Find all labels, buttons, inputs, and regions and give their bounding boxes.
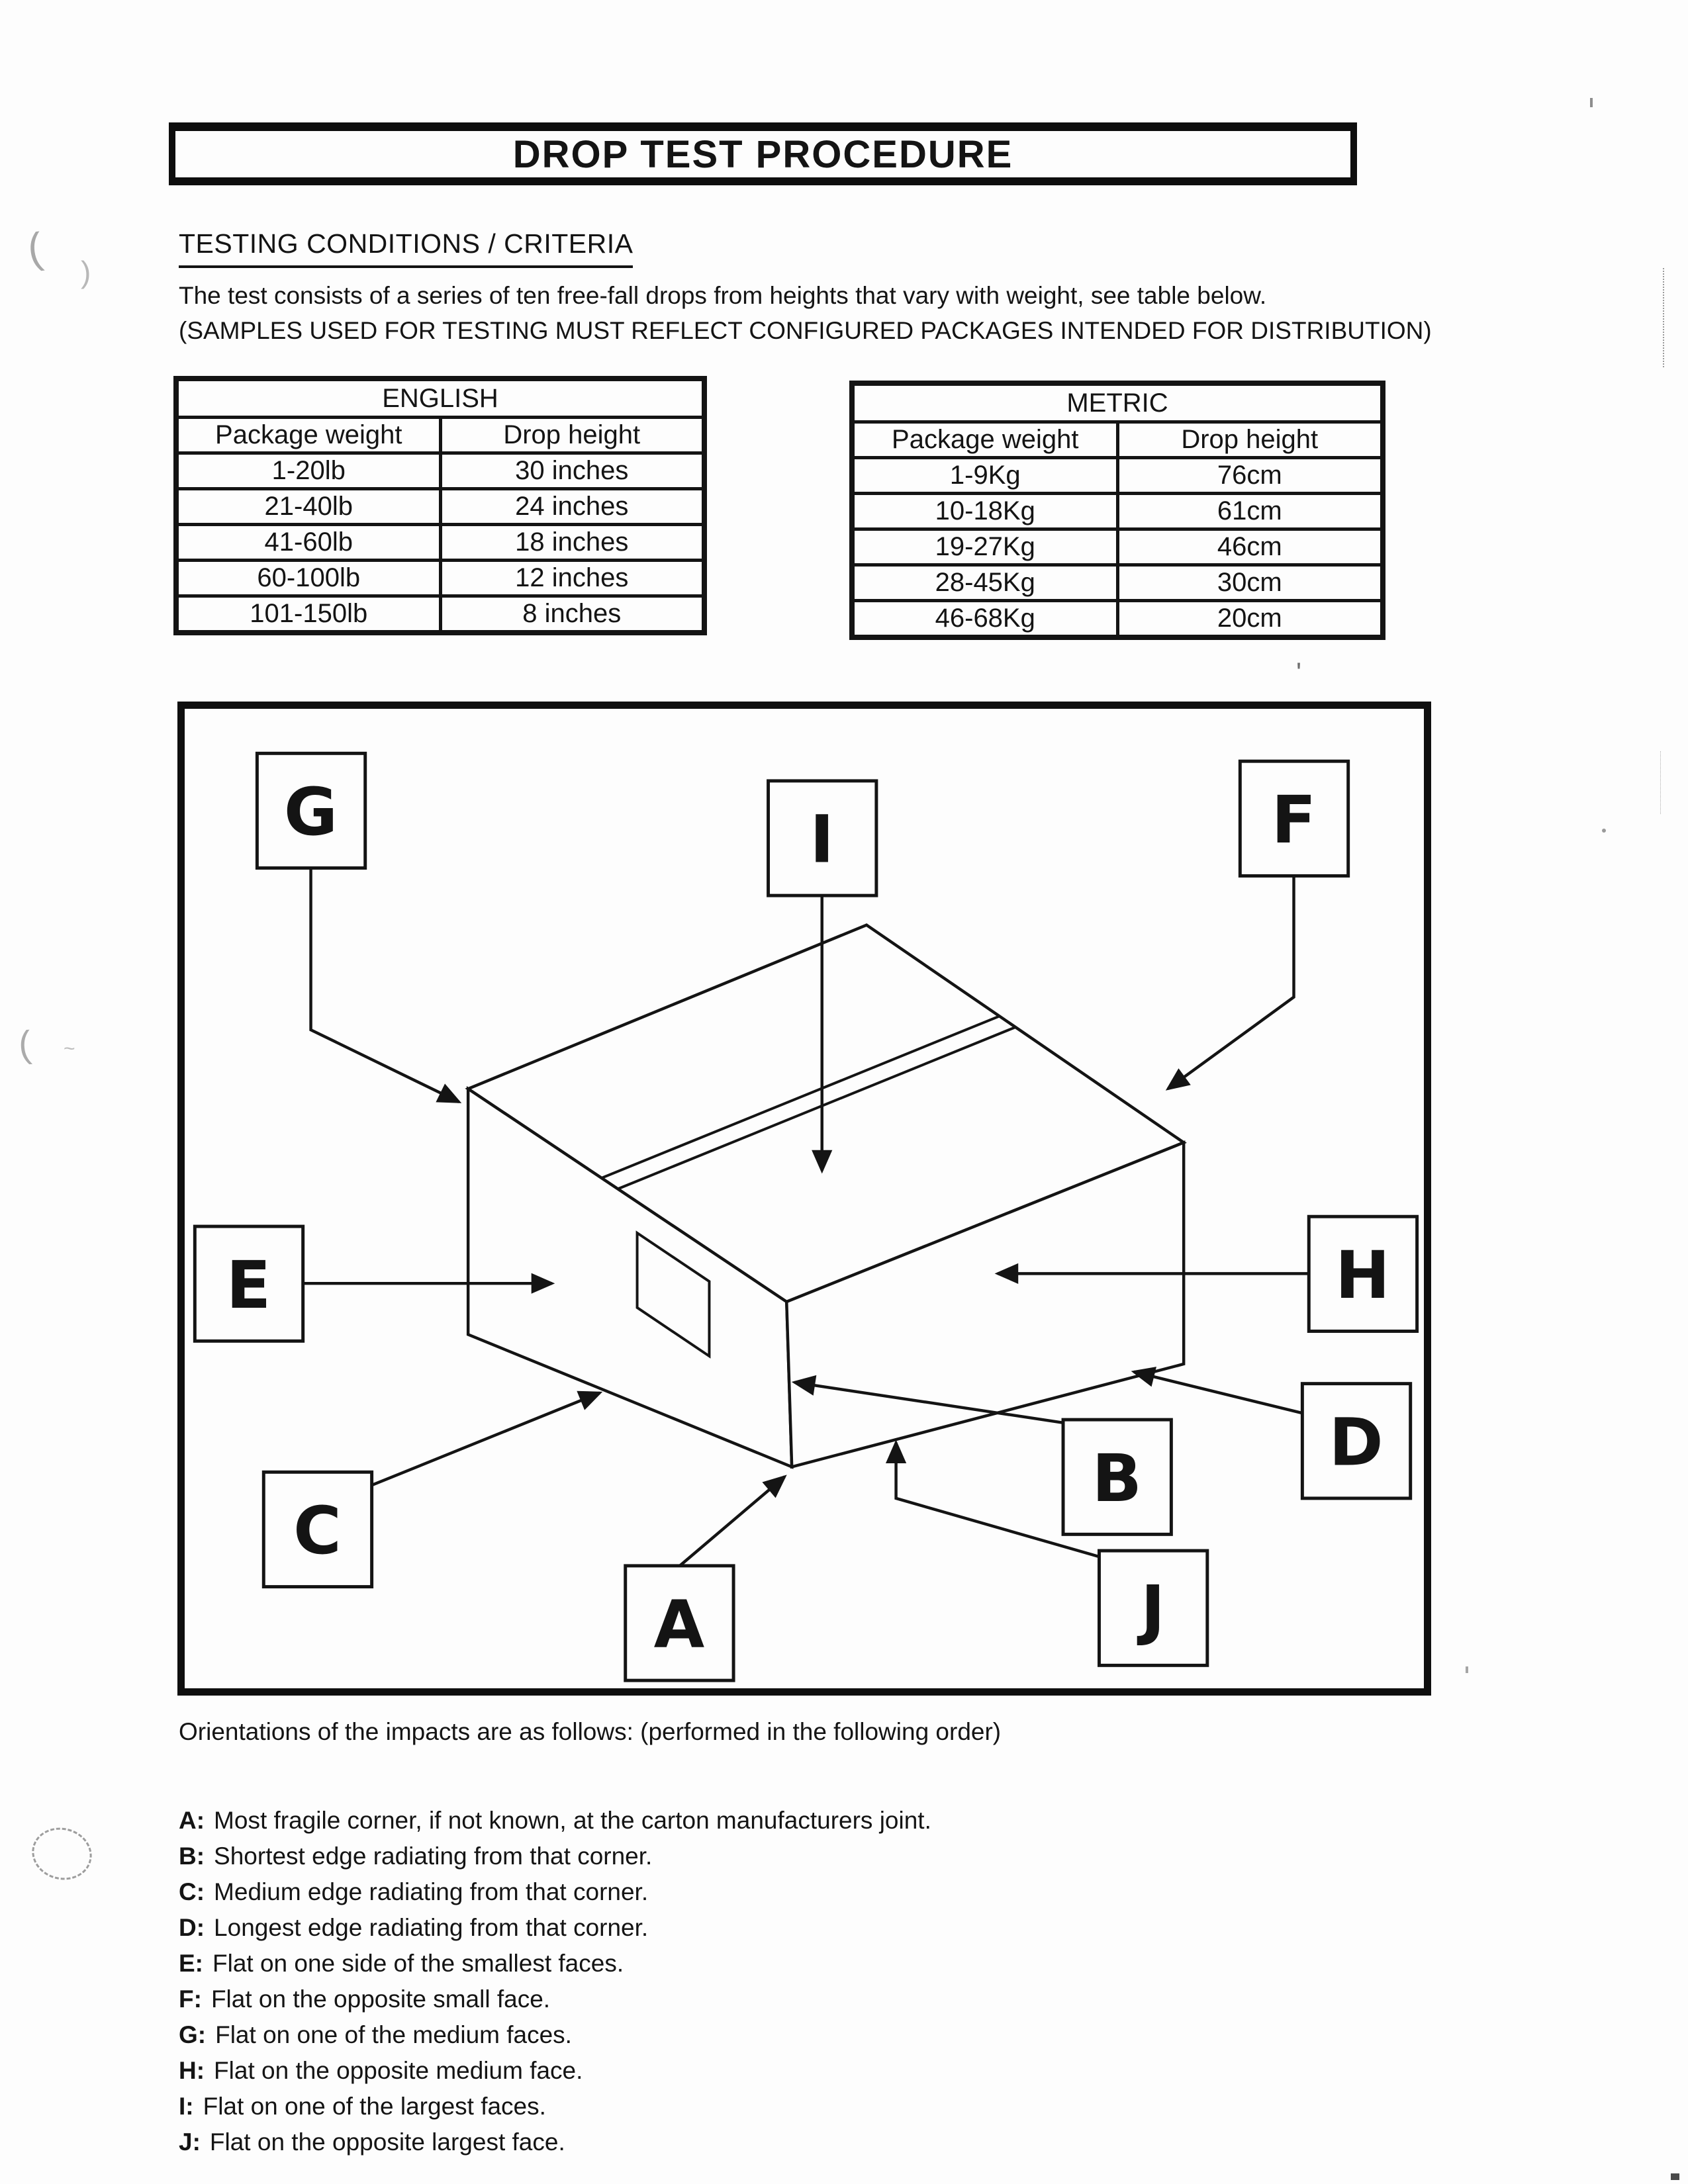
label-letter-J: J <box>1141 1571 1166 1648</box>
cell-height: 76cm <box>1117 458 1383 494</box>
scan-artifact <box>1671 2173 1679 2180</box>
orientation-item: C: Medium edge radiating from that corner. <box>179 1878 649 1905</box>
cell-height: 46cm <box>1117 529 1383 565</box>
intro-line-1: The test consists of a series of ten free-fall drops from heights that vary with weight, see table below. <box>179 282 1267 309</box>
metric-table-title: METRIC <box>852 383 1383 422</box>
table-row <box>176 561 704 596</box>
orientation-item: D: Longest edge radiating from that corner. <box>179 1914 649 1941</box>
cell-weight: 1-20lb <box>176 453 440 489</box>
metric-col-weight: Package weight <box>852 422 1117 458</box>
orientation-item: J: Flat on the opposite largest face. <box>179 2128 565 2156</box>
arrow-C <box>372 1393 600 1486</box>
scan-artifact <box>1663 268 1664 367</box>
intro-line-2: (SAMPLES USED FOR TESTING MUST REFLECT CONFIGURED PACKAGES INTENDED FOR DISTRIBUTION) <box>179 317 1432 344</box>
table-row <box>852 529 1383 565</box>
cell-height: 12 inches <box>440 561 704 596</box>
orientation-item: F: Flat on the opposite small face. <box>179 1985 551 2013</box>
orientation-item: A: Most fragile corner, if not known, at the carton manufacturers joint. <box>179 1807 931 1834</box>
english-table-title: ENGLISH <box>176 379 704 418</box>
scan-artifact: ) <box>81 255 91 289</box>
table-row <box>852 601 1383 638</box>
page-title: DROP TEST PROCEDURE <box>512 132 1013 176</box>
scan-artifact <box>1466 1666 1468 1673</box>
scan-artifact: ~ <box>64 1038 75 1060</box>
cell-height: 18 inches <box>440 525 704 561</box>
orientation-item: I: Flat on one of the largest faces. <box>179 2093 546 2120</box>
cell-weight: 28-45Kg <box>852 565 1117 601</box>
arrow-D <box>1134 1372 1302 1413</box>
arrow-F <box>1168 876 1293 1089</box>
cell-height: 8 inches <box>440 596 704 633</box>
label-letter-A: A <box>653 1586 705 1663</box>
cell-weight: 10-18Kg <box>852 494 1117 529</box>
label-letter-B: B <box>1092 1440 1142 1517</box>
cell-height: 61cm <box>1117 494 1383 529</box>
label-letter-I: I <box>810 801 835 878</box>
table-row <box>852 565 1383 601</box>
scan-artifact <box>26 1821 97 1886</box>
arrow-G <box>311 868 459 1102</box>
orientation-item: E: Flat on one side of the smallest faces. <box>179 1950 624 1977</box>
table-row <box>176 596 704 633</box>
table-row <box>176 453 704 489</box>
cell-height: 30 inches <box>440 453 704 489</box>
cell-weight: 101-150lb <box>176 596 440 633</box>
scan-artifact: ( <box>24 223 46 273</box>
scan-artifact <box>1590 98 1593 107</box>
cell-weight: 21-40lb <box>176 489 440 525</box>
label-letter-F: F <box>1271 782 1317 858</box>
english-table <box>173 376 707 635</box>
english-col-height: Drop height <box>440 418 704 453</box>
table-row <box>176 525 704 561</box>
arrow-A <box>680 1477 784 1566</box>
section-heading: TESTING CONDITIONS / CRITERIA <box>179 228 633 268</box>
english-col-weight: Package weight <box>176 418 440 453</box>
table-row <box>176 489 704 525</box>
drop-orientation-diagram <box>177 702 1431 1696</box>
cell-weight: 60-100lb <box>176 561 440 596</box>
cell-weight: 19-27Kg <box>852 529 1117 565</box>
orientations-intro: Orientations of the impacts are as follows: (performed in the following order) <box>179 1718 1002 1745</box>
label-letter-D: D <box>1329 1404 1383 1481</box>
cell-weight: 41-60lb <box>176 525 440 561</box>
label-letter-C: C <box>293 1493 342 1570</box>
scan-artifact <box>1660 751 1661 814</box>
orientation-item: G: Flat on one of the medium faces. <box>179 2021 572 2048</box>
label-letter-G: G <box>283 774 338 851</box>
orientations-list <box>179 1803 931 2160</box>
orientation-item: B: Shortest edge radiating from that corner. <box>179 1843 653 1870</box>
cell-weight: 1-9Kg <box>852 458 1117 494</box>
scan-artifact <box>1602 829 1606 833</box>
table-row <box>852 458 1383 494</box>
scan-artifact: ( <box>17 1023 33 1066</box>
title-box <box>169 122 1357 185</box>
metric-col-height: Drop height <box>1117 422 1383 458</box>
cell-height: 24 inches <box>440 489 704 525</box>
label-letter-E: E <box>226 1247 271 1324</box>
table-row <box>852 494 1383 529</box>
cell-height: 20cm <box>1117 601 1383 638</box>
orientation-item: H: Flat on the opposite medium face. <box>179 2057 583 2084</box>
cell-weight: 46-68Kg <box>852 601 1117 638</box>
cell-height: 30cm <box>1117 565 1383 601</box>
label-letter-H: H <box>1335 1237 1390 1314</box>
scan-artifact: ' <box>1296 657 1302 688</box>
metric-table <box>849 381 1385 640</box>
